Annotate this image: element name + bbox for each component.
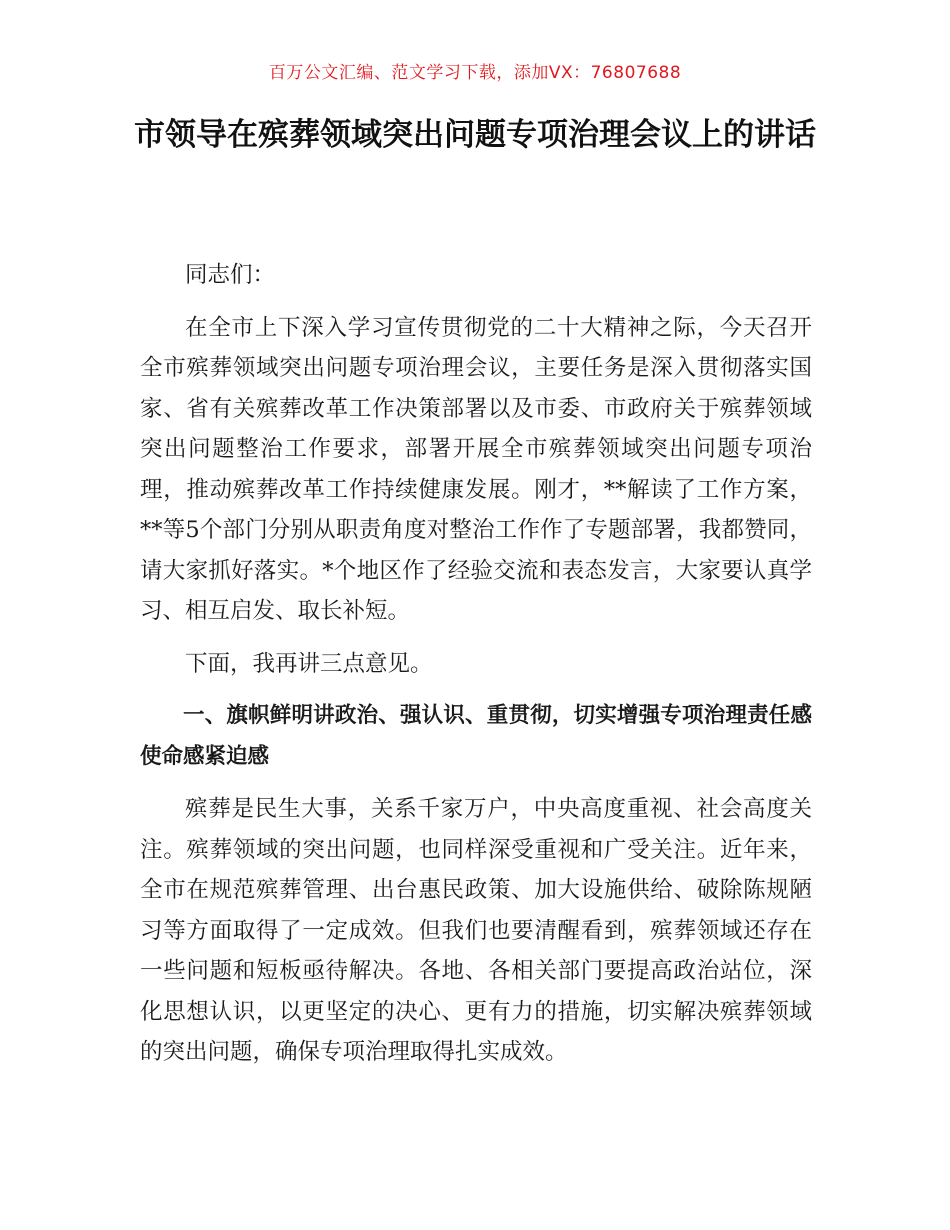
paragraph-2: 下面，我再讲三点意见。 — [185, 650, 433, 677]
salutation: 同志们： — [185, 262, 276, 288]
document-body — [140, 255, 812, 1085]
section-heading: 一、旗帜鲜明讲政治、强认识、重贯彻，切实增强专项治理责任感使命感紧迫感 — [140, 703, 812, 769]
paragraph-1: 在全市上下深入学习宣传贯彻党的二十大精神之际，今天召开全市殡葬领域突出问题专项治理会议，主要任务是深入贯彻落实国家、省有关殡葬改革工作决策部署以及市委、市政府关于殡葬领域突出问题整治工作要求，部署开展全市殡葬领域突出问题专项治理，推动殡葬改革工作持续健康发展。刚才，**解读了工作方案，**等5个部门分别从职责角度对整治工作作了专题部署，我都赞同，请大家抓好落实。*个地区作了经验交流和表态发言，大家要认真学习、相互启发、取长补短。 — [140, 314, 812, 624]
section-paragraph: 殡葬是民生大事，关系千家万户，中央高度重视、社会高度关注。殡葬领域的突出问题，也同样深受重视和广受关注。近年来，全市在规范殡葬管理、出台惠民政策、加大设施供给、破除陈规陋习等方面取得了一定成效。但我们也要清醒看到，殡葬领域还存在一些问题和短板亟待解决。各地、各相关部门要提高政治站位，深化思想认识，以更坚定的决心、更有力的措施，切实解决殡葬领域的突出问题，确保专项治理取得扎实成效。 — [140, 796, 812, 1065]
header-note: 百万公文汇编、范文学习下载，添加VX：76807688 — [268, 63, 682, 83]
document-title: 市领导在殡葬领域突出问题专项治理会议上的讲话 — [134, 117, 816, 153]
